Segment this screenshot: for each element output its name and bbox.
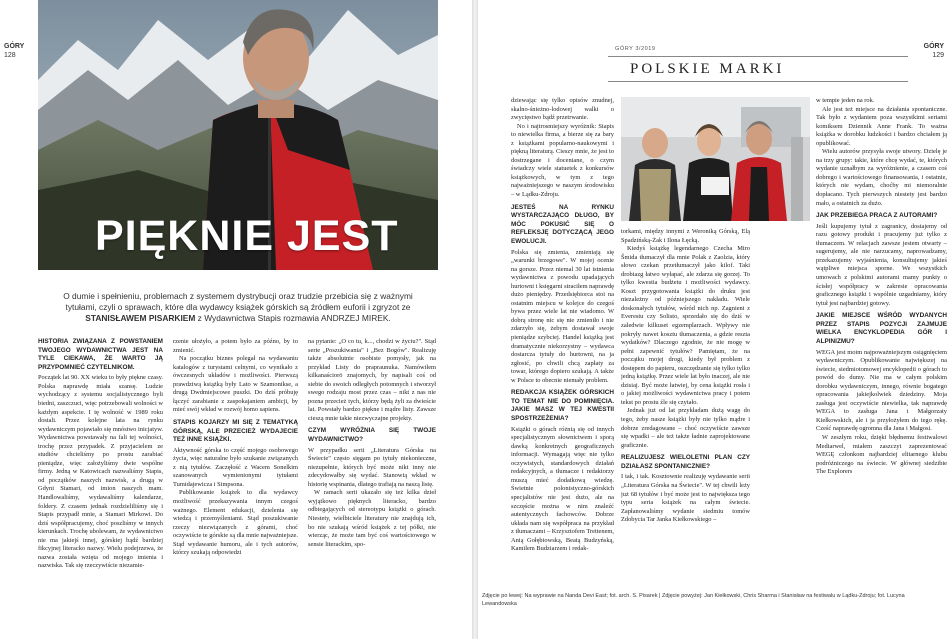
question-heading: REALIZUJESZ WIELOLETNI PLAN CZY DZIAŁASZ SPONTANICZNIE?	[621, 454, 750, 470]
right-page-number: 129	[932, 52, 944, 59]
paragraph: Jeśli kupujemy tytuł z zagranicy, dostajemy od razu gotowy produkt i pracujemy już tylko z tłumaczem. W relacjach zawsze jestem otwarty – sugerujemy, ale nie narzucamy, naprowadzamy, przekazujemy wyjaśnienia, konsultujemy jakieś wątpliwe miejsca sporne. We wszystkich umowach z polskimi autorami mamy punkty o ścisłej współpracy w zakresie opracowania graficznego książki i wspólnie uzgadniamy, który tytuł jest najbardziej gotowy.	[816, 222, 947, 307]
paragraph: Początek lat 90. XX wieku to były piękne czasy. Polska naprawdę miała szansę. Ludzie wychodzący z systemu socjalistycznego byli biedni, zaszczuci, więc potrzebowali wolności w każdym aspekcie. I tę wolność w 1989 roku dostali. Przez kolejne lata na rynku wydawniczym pojawiało się mnóstwo inicjatyw. Wydawnictwa powstawały na fali tej wolności, trochę przez przypadek. Z przyjacielem ze studiów chcieliśmy po prostu zarabiać pieniądze, więc założyliśmy dwie wspólne firmy. Jedną w Katowicach nazwaliśmy Stapis, od początków naszych nazwisk, a drugą w Gdyni Stamari, od imion naszych mam. Handlowaliśmy, wydawaliśmy kalendarze, foldery. Z czasem jednak rozdzieliliśmy się i Stapis przypadł mnie, a Stamari Mirkowi. Do dziś współpracujemy, choć poszliśmy w innych kierunkach. Trochę ubolewam, że wydawnictwo nie ma jakiejś innej, górskiej bądź bardziej fikcyjnej literacko nazwy. Wielu podejrzewa, że nazwa została wzięta od mojego imienia i nazwiska. Tak się rzeczywiście niezamie-	[38, 374, 163, 570]
event-photo	[621, 97, 810, 221]
left-column-1	[38, 338, 163, 590]
left-section-label: GÓRY	[4, 43, 25, 50]
paragraph: Książki o górach różnią się od innych specjalistycznym słownictwem i sporą dawką konkretnych geograficznych informacji. Wymagają więc nie tylko oczywistych, standardowych działań redakcyjnych, a tłumacze i redaktorzy muszą mieć dodatkową wiedzę. Świetnie polonistyczno-górskich specjalistów nie jest dużo, ale na szczęście można w nim znaleźć autentycznych fachowców. Dobrze układa nam się współpraca na przykład z tłumaczami – Krzysztofem Trettenem, Anią Gołębiowską, Beatą Budzyńską, Kamilem Budziarzem i redak-	[511, 425, 614, 553]
paragraph: W przypadku serii „Literatura Górska na Świecie" często sięgam po tytuły niekonieczne, niezupełnie, których być może nikt inny nie zdecydowałby się wydać. Stanowią wkład w historię wspinania, dlatego trafiają na naszą listę.	[308, 446, 436, 488]
right-page	[478, 0, 950, 639]
left-page	[0, 0, 472, 639]
paragraph: I tak, i tak. Kosztownie realizuję wydawanie serii „Literatura Górska na Świecie". W tej chwili leży już 68 tytułów i być może jest to największa tego typu seria książek na całym świecie. Zapłanowaliśmy wydanie siedmiu tomów Zdobycia Tar Janka Kiełkowskiego –	[621, 473, 750, 524]
paragraph: Polska się zmienia, zmieniają się „warunki brzegowe". W mojej ocenie na gorsze. Przez niemal 30 lat istnienia wydawnictwa z powodu upadających hurtowni i księgarni straciłem naprawdę dużo pieniędzy. Przedsiębiorca stoi na ostatnim miejscu w kolejce do czegoś bywa przez wiele lat nie wiadomo. W dobrą stronę nic się nie zmieniło i nie zdarzyło się, żebym dostawał swoje pieniądze szybciej. Handel książką jest dramatycznie niekorzystny – wydawca dostarcza tytuły do hurtowni, na ja zgłosić, po chwili chcą zapłaty za towar, którego dopiero szukają. A także w Polsce to obecnie niemały problem.	[511, 248, 614, 384]
paragraph: W zeszłym roku, dzięki błędnemu festiwalowi Mediarwel, miałem zaszczyt zaprezentować WEGĘ członkom najbardziej elitarnego klubu podróżniczego na świecie. W głównej siedzibie The Explorers	[816, 434, 947, 476]
paragraph: No i najtrosmiejszy wyróżnik: Stapis to niewielka firma, a bierze się za bary z książkami popularno-naukowymi i piękną literaturą. Cieszy mnie, że jest to dostrzegane i doceniane, o czym świadczy wiele statuetek z konkursów książkowych, w tym z tego najważniejszego w naszym środowisku – w Lądku-Zdroju.	[511, 122, 614, 199]
lead-interviewee: STANISŁAWEM PISARKIEM	[85, 313, 196, 324]
paragraph: WEGA jest moim najpoważniejszym osiągnięciem wydawniczym. Opublikowanie największej na świecie, siedmiotomowej encyklopedii o górach to powód do dumy. Nie ma w całym polskim dorobku wydawniczym, innego, równie bogatego opracowania jakiejkolwiek dziedziny. Moja zasługa jest oczywiście niewielka, tak naprawdę WEGA to zasługa Jana i Małgorzaty Kiełkowskich, ale i ja przyłożyłem do tego rękę. Cześć naprawdę ogromna dla Jana i Małgosi.	[816, 348, 947, 433]
lead-text-after: z Wydawnictwa Stapis rozmawia ANDRZEJ MIREK.	[195, 313, 391, 324]
lead-text-before: O dumie i spełnieniu, problemach z systemem dystrybucji oraz trudzie przebicia się z ważnymi tytułami, czyli o sprawach, które dla wydawcy książek górskich są źródłem euforii i zgryzot ze	[63, 291, 413, 313]
paragraph: rzenie ułożyło, a potem było za późno, by to zmienić.	[173, 338, 298, 354]
question-heading: CZYM WYRÓŻNIA SIĘ TWOJE WYDAWNICTWO?	[308, 427, 436, 444]
photo-caption: Zdjęcie po lewej: Na wyprawie na Nanda Devi East; fot. arch. S. Pisarek | Zdjęcie powyżej: Jan Kiełkowski, Chris Sharma i Stanisław na festiwalu w Lądku-Zdroju; fot. Lucyna Lewandowska	[482, 593, 905, 607]
question-heading: STAPIS KOJARZY MI SIĘ Z TEMATYKĄ GÓRSKĄ, ALE PRZECIEŻ WYDAJECIE TEŻ INNE KSIĄŻKI.	[173, 418, 298, 444]
event-photo-illustration	[621, 97, 810, 221]
magazine-issue: GÓRY 3/2019	[615, 46, 656, 52]
paragraph: Wielu autorów przysyła swoje utwory. Dzielę je na trzy grupy: takie, które chcę wydać, te, których wydanie uznałbym za wyróżnienie, a czasem coś dobrego i wartościowego finansowania, i ostatnie, których nie wydam, choćby mi niemoralnie dopłacano. Tych pierwszych niestety jest bardzo mało, a ostatnich za dużo.	[816, 148, 947, 207]
right-column-1	[511, 97, 614, 577]
left-column-3	[308, 338, 436, 590]
section-rule-top	[608, 56, 908, 57]
question-heading: JESTEŚ NA RYNKU WYSTARCZAJĄCO DŁUGO, BY MÓC POKUSIĆ SIĘ O REFLEKSJĘ DOTYCZĄCĄ JEGO EWOLUCJI.	[511, 203, 614, 245]
paragraph: Aktywność górska to część mojego osobowego życia, więc naturalne było szukanie związanych z nią tytułów. Zaczęłość z Wacem Sonelkim szanowanych wymienionymi tytułami Tumidajewicza i Simpsona.	[173, 446, 298, 488]
right-column-3	[816, 97, 947, 577]
paragraph: torkami, między innymi z Weroniką Górską, Elą Spadzińską-Żak i Ilona Łęcką.	[621, 228, 750, 244]
section-rule-bottom	[608, 81, 908, 82]
left-page-number: 128	[4, 52, 16, 59]
right-section-label: GÓRY	[923, 43, 944, 50]
headline: PIĘKNIE JEST	[95, 212, 399, 260]
question-heading: JAK PRZEBIEGA PRACA Z AUTORAMI?	[816, 212, 938, 220]
intro-question: HISTORIA ZWIĄZANA Z POWSTANIEM TWOJEGO WYDAWNICTWA JEST NA TYLE CIEKAWA, ŻE WARTO JĄ PRZYPOMNIEĆ CZYTELNIKOM.	[38, 338, 163, 371]
paragraph: Jednak już od lat przykładam dużą wagę do tego, żeby nasze książki były nie tylko mądre i dobrze zredagowane – choć oczywiście zawsze się wpadki – ale też także ładnie zaprojektowane graficznie.	[621, 407, 750, 449]
paragraph: Na początku biznes polegał na wydawaniu katalogów z turystami celnymi, co wynikało z ówczesnych układów i możliwości. Pierwszą prawdziwą książką były Lato w Szamonikse, a drugą Dwdmiejscowe puszki. Do dziś próbuję łączyć zarabianie z zaspokajaniem ambicji, by mieć swój wkład w rozwój homo sapiens.	[173, 355, 298, 414]
paragraph: Publikowanie książek to dla wydawcy możliwość przekazywania innym czegoś ważnego. Element edukacji, dzielenia się wiedzą i przemyśleniami. Stąd poszukiwanie rzeczy niezwiązanych z górami, choć oczywiście te górskie są dla mnie najważniejsze. Stąd wydawanie humoru, ale i tych autorów, którzy szukają odpowiedzi	[173, 489, 298, 557]
right-column-2	[621, 228, 750, 580]
lead-paragraph	[48, 291, 428, 325]
paragraph: dziewając się tylko opisów znudnej, skalno-śnieżno-lodowej walki o zwycięstwo bądź przetrwanie.	[511, 97, 614, 122]
question-heading: REDAKCJA KSIĄŻEK GÓRSKICH TO TEMAT NIE DO POMINIĘCIA. JAKIE MASZ W TEJ KWESTII SPOSTRZEŻENIA?	[511, 389, 614, 423]
right-folio	[914, 42, 944, 60]
paragraph: Kiedyś książkę legendarnego Czecha Miro Šmida tłumaczył dla mnie Polak z Zaolzia, który słowo czekan przetłumaczył jako kilof. Taki drobiazg łatwo wyłapać, ale zdarza się gorzej. To tylko kwestia budżetu i możliwości wydawcy. Koszt przygotowania książki do druku jest niezależny od późniejszego nakładu. Wiele doskonałych tytułów, wśród nich np. Zagnieni z Everestu czy Solisto, sprzedało się do dziś w zaledwie kilkuset egzemplarzach. Wpływy nie pokryły nawet kosztu tłumaczenia, a gdzie reszta wydatków? Dlaczego zgodnie, że nie mogę w pełni zapewnić tytułów? Pamiętam, że na początku mojej drogi, kiedy był problem z dostępem do papieru, oszczędzanie się tylko tylko jedną książkę. Przez wiele lat było inaczej, ale nie dzisiaj. Być może łatwiej, by cena książki rosła i o jakiej możliwości wydawnictwa pracy i potem tekst po prostu źle się czytało.	[621, 245, 750, 406]
paragraph: Ale jest też miejsce na działania spontaniczne. Tak było z wydaniem poza wszystkimi seriami komiksem Dziennik Anne Frank. To ważna książka w dorobku ludzkości i bardzo chciałem ją opublikować.	[816, 105, 947, 147]
paragraph: na pytanie: „O co tu, k..., chodzi w życiu?". Stąd serie „Poszukiwania" i „Bez Bogów". Realizuję także absolutnie osobiste pomysły, jak na przykład Listy do prapraunuka. Namówiłem kilkanaściorō znajomych, by napisali coś od siebie do swoich odległych potomnych i stworzył swego rodzaju most przez czas – nikt z nas nie pozna przecież tych, którzy będą żyli za dwieście lat. Powstały bardzo piękne i mądre listy. Zawsze cieszą mnie takie niezwyczajne projekty.	[308, 338, 436, 422]
paragraph: W ramach serii ukazało się też kilka dzieł wyjątkowo pięknych literacko, bardzo odbiegających od stereotypu książki o górach. Niestety, wielbiciele literatury nie znajdują ich, bo nie szukają wśród książek z tej półki, nie wierząc, że może tam być coś wartościowego w sensie literackim, spo-	[308, 489, 436, 548]
paragraph: w tempie jeden na rok.	[816, 97, 875, 104]
section-title: POLSKIE MARKI	[630, 61, 785, 77]
left-folio	[4, 42, 24, 60]
left-column-2	[173, 338, 298, 590]
question-heading: JAKIE MIEJSCE WŚRÓD WYDANYCH PRZEZ STAPIS POZYCJI ZAJMUJE WIELKA ENCYKLOPEDIA GÓR I ALPINIZMU?	[816, 312, 947, 345]
